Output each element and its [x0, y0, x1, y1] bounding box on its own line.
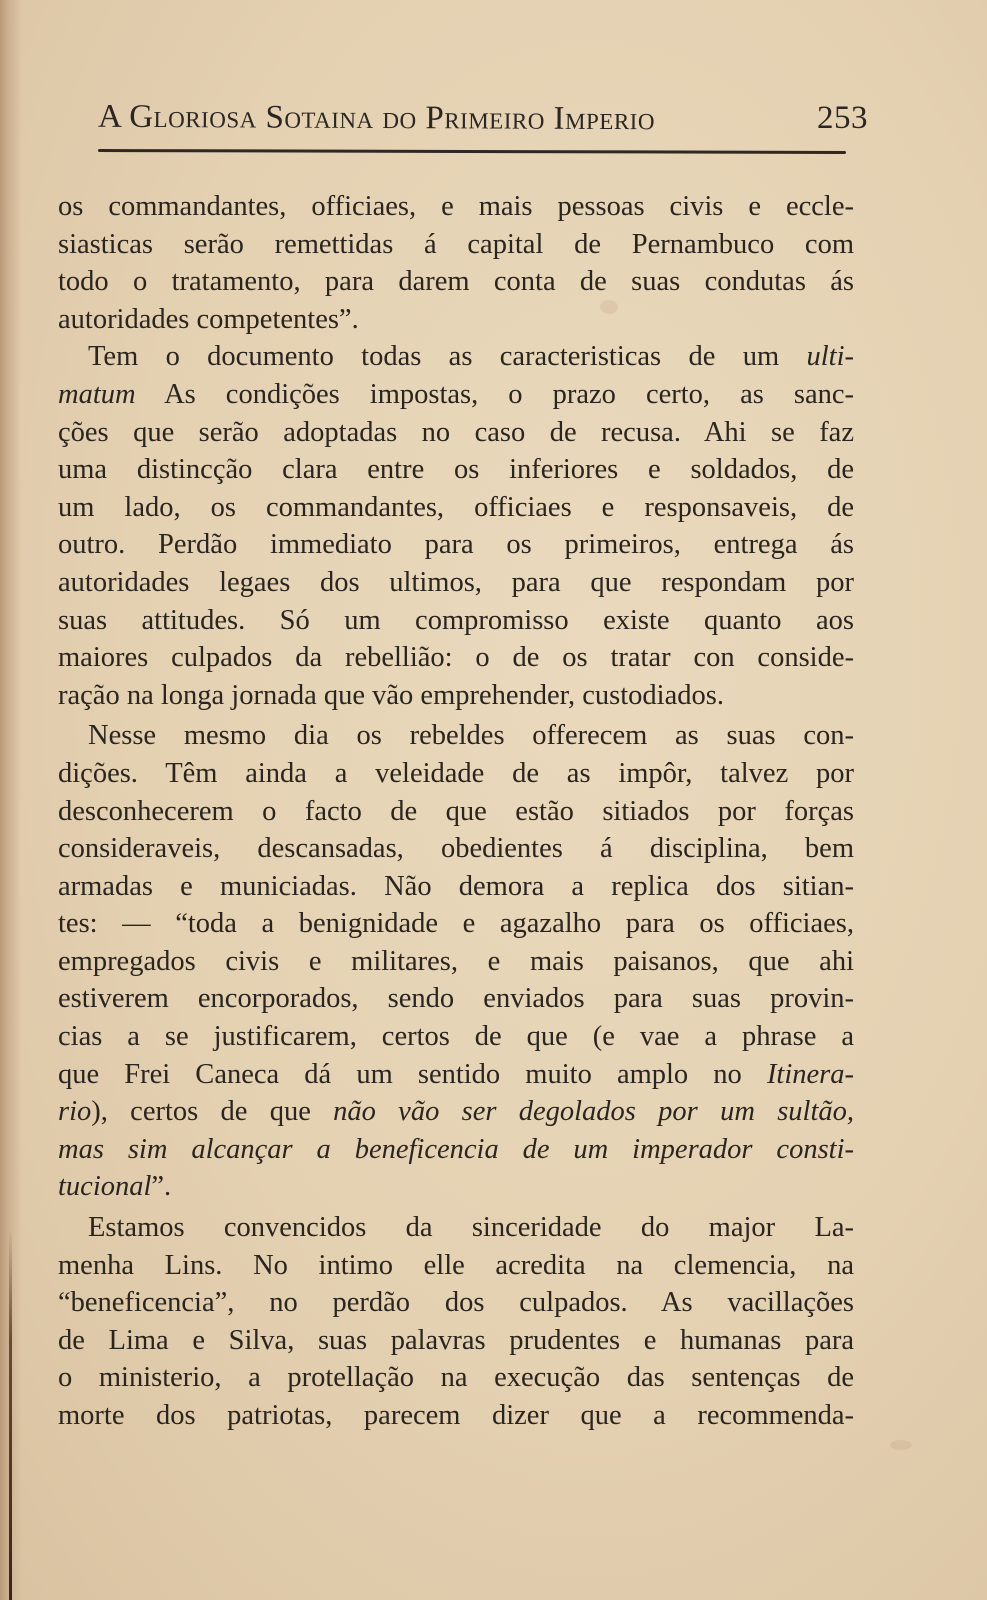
text-line: [58, 1131, 854, 1169]
binding-edge: [9, 1230, 12, 1600]
paragraph-2: [58, 338, 854, 714]
text-line: Nesse mesmo dia os rebeldes offerecem as suas con-: [88, 720, 854, 752]
text-line: desconhecerem o facto de que estão sitiados por forças: [58, 795, 854, 827]
text-fragment: que Frei Caneca dá um sentido muito amplo no: [58, 1058, 767, 1090]
text-line: [58, 376, 854, 414]
text-line: [58, 1168, 854, 1206]
text-line: dições. Têm ainda a veleidade de as impôr, talvez por: [58, 757, 854, 789]
text-line: todo o tratamento, para darem conta de suas condutas ás: [58, 266, 854, 298]
text-line: de Lima e Silva, suas palavras prudentes e humanas para: [58, 1324, 854, 1356]
italic-fragment: mas sim alcançar a beneficencia de um imperador consti-: [58, 1133, 854, 1165]
text-line: consideraveis, descansadas, obedientes á disciplina, bem: [58, 833, 854, 865]
text-line: menha Lins. No intimo elle acredita na clemencia, na: [58, 1249, 854, 1281]
text-line: autoridades legaes dos ultimos, para que respondam por: [58, 566, 854, 598]
header-rule: [98, 149, 846, 154]
text-line: os commandantes, officiaes, e mais pessoas civis e eccle-: [58, 191, 854, 222]
text-line: ração na longa jornada que vão emprehender, custodiados.: [58, 679, 724, 711]
text-line: suas attitudes. Só um compromisso existe quanto aos: [58, 604, 854, 636]
text-line: autoridades competentes”.: [58, 303, 359, 335]
text-line: siasticas serão remettidas á capital de Pernambuco com: [58, 228, 854, 260]
text-line: [58, 338, 854, 376]
text-line: uma distincção clara entre os inferiores e soldados, de: [58, 454, 854, 486]
italic-fragment: matum: [58, 378, 136, 410]
text-fragment: As condições impostas, o prazo certo, as sanc-: [135, 378, 854, 410]
text-fragment: ), certos de que: [91, 1096, 334, 1128]
italic-fragment: não vão ser degolados por um sultão,: [333, 1096, 854, 1128]
text-line: outro. Perdão immediato para os primeiros, entrega ás: [58, 529, 854, 561]
text-line: tes: — “toda a benignidade e agazalho para os officiaes,: [58, 908, 854, 940]
page-number: 253: [817, 100, 868, 136]
text-line: um lado, os commandantes, officiaes e responsaveis, de: [58, 491, 854, 523]
text-line: ções que serão adoptadas no caso de recusa. Ahi se faz: [58, 416, 854, 448]
text-line: “beneficencia”, no perdão dos culpados. As vacillações: [58, 1287, 854, 1319]
paragraph-1: [58, 188, 854, 338]
text-line: [58, 1056, 854, 1094]
text-line: estiverem encorporados, sendo enviados para suas provin-: [58, 983, 854, 1015]
text-line: Estamos convencidos da sinceridade do major La-: [88, 1212, 854, 1244]
italic-fragment: rio: [58, 1096, 92, 1128]
text-line: [58, 1093, 854, 1131]
italic-fragment: Itinera-: [766, 1058, 854, 1090]
paragraph-4: [58, 1209, 854, 1435]
paragraph-3: [58, 717, 854, 1206]
italic-fragment: ulti-: [806, 341, 854, 373]
running-head: [98, 100, 868, 148]
body-text: [58, 188, 854, 1435]
running-head-title: A Gloriosa Sotaina do Primeiro Imperio: [97, 98, 656, 138]
text-line: cias a se justificarem, certos de que (e vae a phrase a: [58, 1021, 854, 1053]
text-line: maiores culpados da rebellião: o de os tratar con conside-: [58, 642, 854, 674]
text-line: o ministerio, a protellação na execução das sentenças de: [58, 1362, 854, 1394]
italic-fragment: tucional: [58, 1171, 152, 1203]
text-fragment: ”.: [151, 1171, 172, 1203]
text-fragment: Tem o documento todas as caracteristicas de um: [88, 341, 807, 373]
paper-stain: [890, 1440, 912, 1450]
text-line: empregados civis e militares, e mais paisanos, que ahi: [58, 945, 854, 977]
text-line: armadas e municiadas. Não demora a replica dos sitian-: [58, 870, 854, 902]
text-line: morte dos patriotas, parecem dizer que a recommenda-: [58, 1400, 854, 1431]
